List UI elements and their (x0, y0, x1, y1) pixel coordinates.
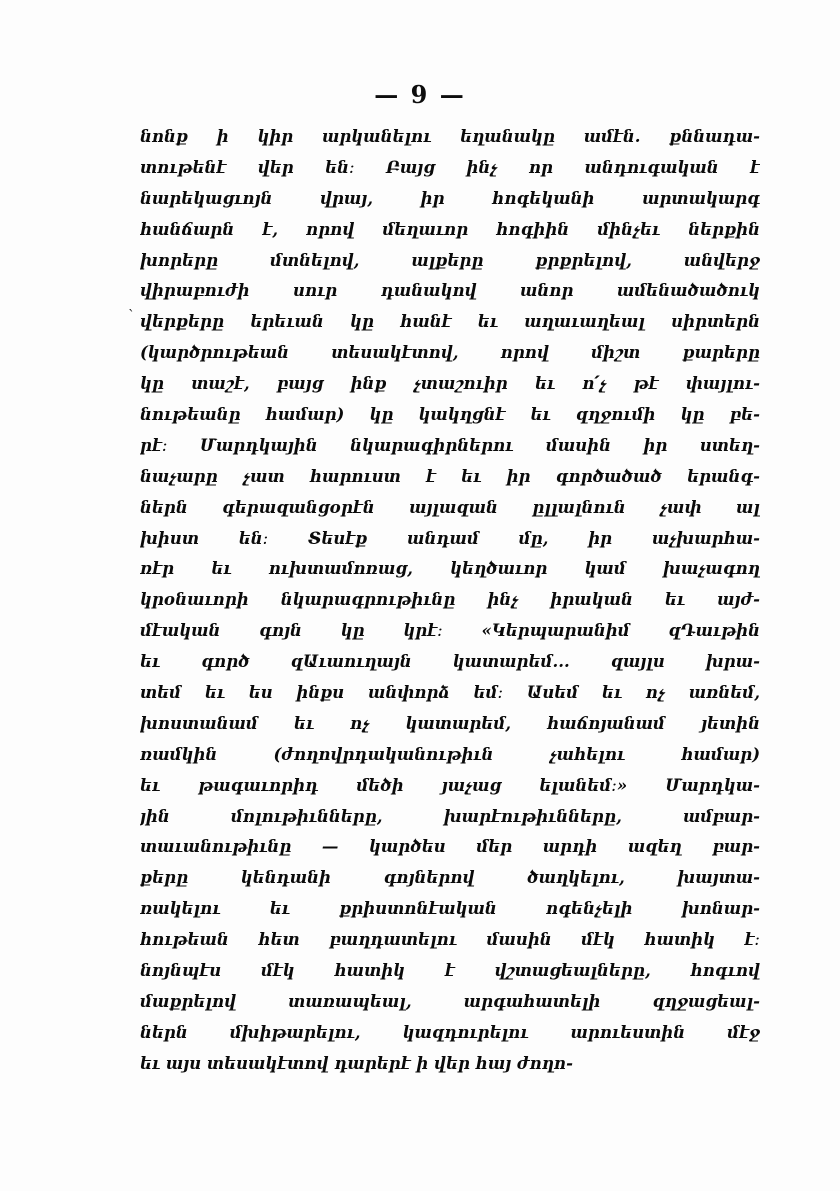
text-line: նոյնպէս մէկ հատիկ է վշտացեալները, հոգւով (140, 961, 760, 981)
text-line: ռէր եւ ուխտամոռաց, կեղծաւոր կամ խաչագող (140, 559, 760, 579)
text-line: ներն մխիթարելու, կազդուրելու արուեստին մէջ (140, 1022, 760, 1042)
body-text (140, 122, 760, 1080)
text-line: կը տաշէ, բայց ինք չտաշուիր եւ ո՛չ թէ փայլու- (140, 374, 760, 394)
text-line: եւ գործ զԱւաուղայն կատարեմ․․․ զայլս խրա- (140, 652, 760, 672)
page-number: — 9 — (374, 80, 466, 109)
text-line: կրօնաւորի նկարագրութիւնը ինչ իրական եւ այժ- (140, 590, 760, 610)
text-line: նութեանը համար) կը կակղցնէ եւ զղջումի կը բե- (140, 405, 760, 425)
text-line: րէ։ Մարդկային նկարագիրներու մասին իր ստեղ- (140, 435, 760, 455)
text-line: մաքրելով տառապեալ, արգահատելի զղջացեալ- (140, 991, 760, 1011)
text-line: ներն գերազանցօրէն այլազան ըլլալնուն չափ ալ (140, 497, 760, 517)
text-line: տաւանութիւնը — կարծես մեր արդի ազեղ բար- (140, 837, 760, 857)
text-line: եւ այս տեսակէտով դարերէ ի վեր հայ ժողո- (140, 1053, 573, 1073)
text-line: քերը կենդանի գոյներով ծաղկելու, խայտա- (140, 868, 760, 888)
stray-mark: ˋ (128, 308, 135, 324)
text-line: նարեկացւոյն վրայ, իր հոգեկանի արտակարգ (140, 188, 760, 208)
text-line: (կարծրութեան տեսակէտով, որով միշտ քարերը (140, 343, 760, 363)
text-line: հանճարն է, որով մեղաւոր հոգիին մինչեւ ներքին (140, 219, 760, 239)
text-line: եւ թագաւորիդ մեծի յաչաց ելանեմ։» Մարդկա- (140, 775, 760, 795)
text-line: նոնք ի կիր արկանելու եղանակը ամէն․ քննադա- (140, 127, 760, 146)
text-line: տութենէ վեր են։ Բայց ինչ որ անդուգական է (140, 157, 760, 177)
text-line: վերքերը երեւան կը հանէ եւ աղաւաղեալ սիրտերն (140, 312, 760, 332)
text-line: յին մոլութիւնները, խարէութիւնները, ամբար- (140, 806, 760, 826)
text-line: հութեան հետ բաղդատելու մասին մէկ հատիկ է։ (140, 930, 760, 950)
text-line: խոստանամ եւ ոչ կատարեմ, հաճոյանամ յետին (140, 713, 760, 733)
text-line: խիստ են։ Տեսէք անդամ մը, իր աչխարհա- (140, 528, 760, 548)
text-line: տեմ եւ ես ինքս անփորձ եմ։ Ասեմ եւ ոչ առնեմ, (140, 683, 760, 703)
text-line: մէական գոյն կը կրէ։ «Կերպարանիմ զԴաւթին (140, 621, 760, 641)
text-line: ռակելու եւ քրիստոնէական ոգենչելի խոնար- (140, 899, 760, 919)
text-line: ռամկին (ժողովրդականութիւն չահելու համար) (140, 744, 760, 764)
text-line: վիրաբուժի սուր դանակով անոր ամենածածուկ (140, 281, 760, 301)
text-line: խորերը մտնելով, ալքերը քրքրելով, անվերջ (140, 250, 760, 270)
text-line: նաչարը չատ հարուստ է եւ իր գործածած երանգ- (140, 466, 760, 486)
